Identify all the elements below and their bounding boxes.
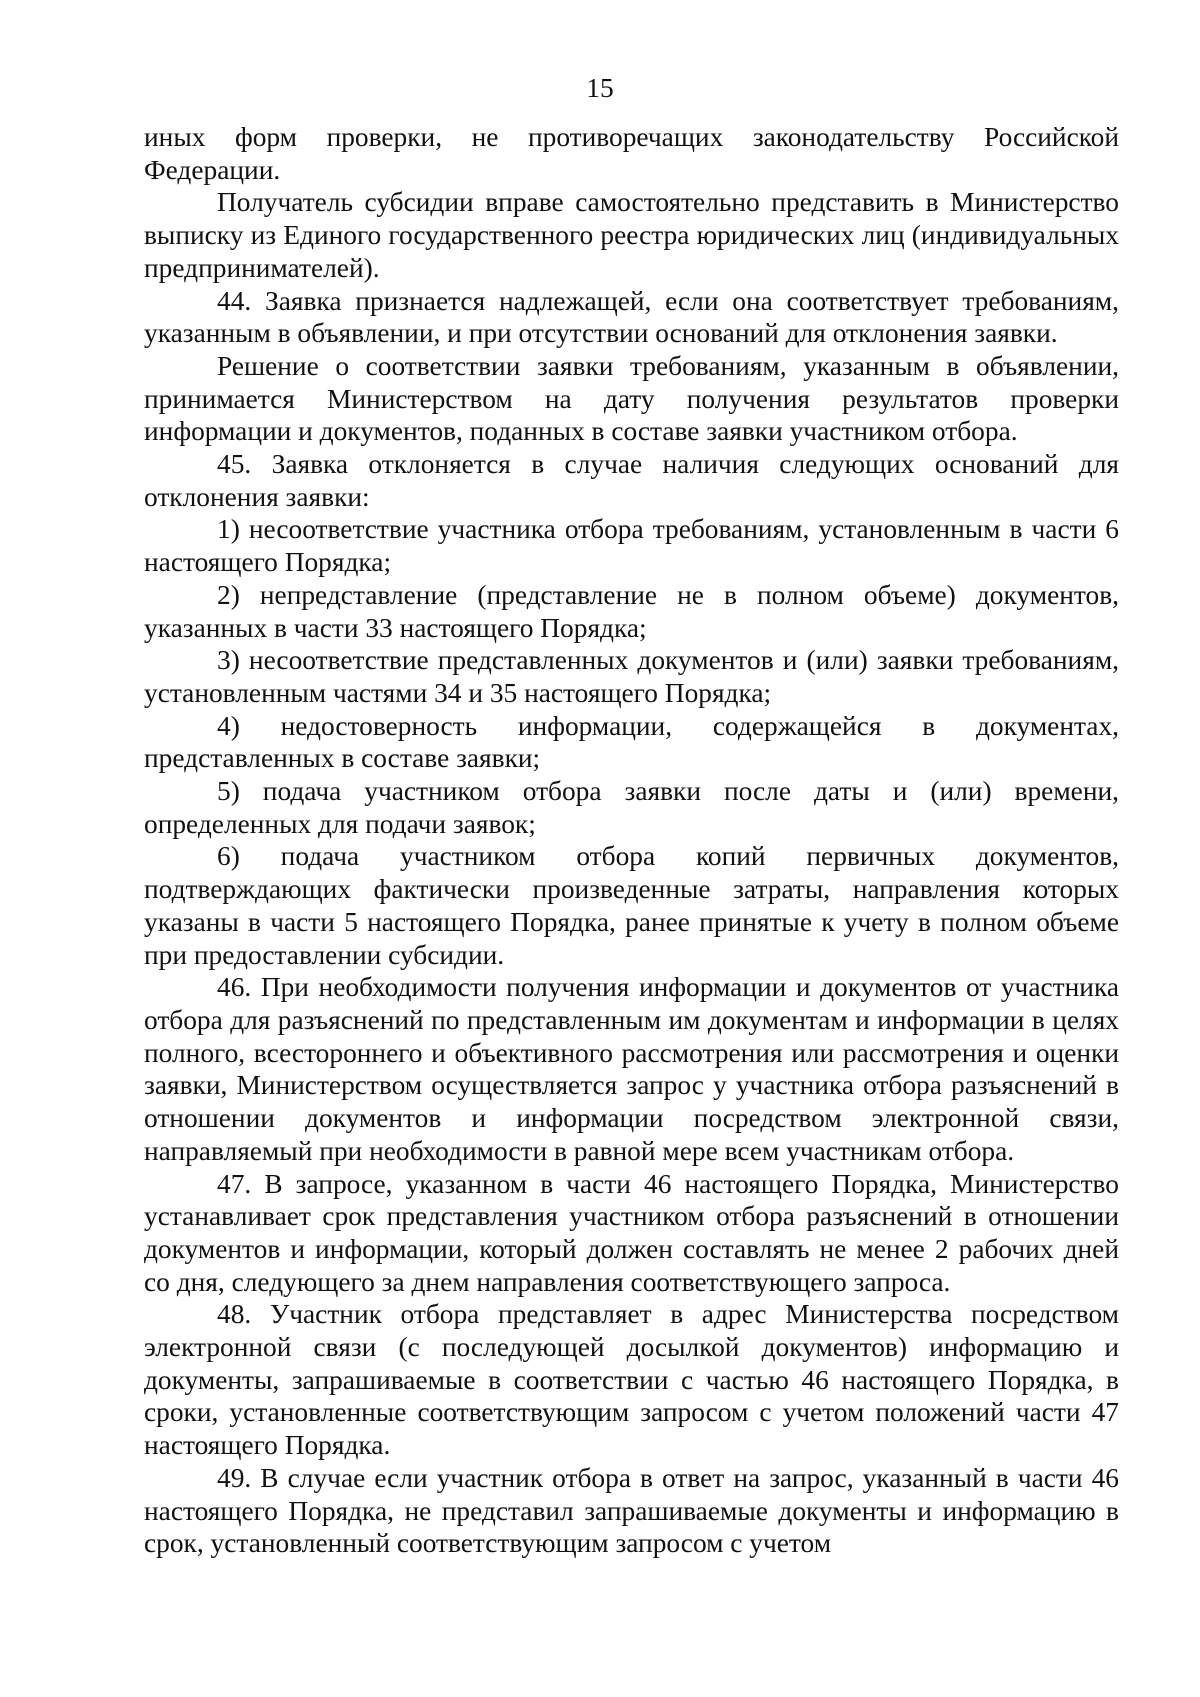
paragraph-extract-right: Получатель субсидии вправе самостоятельно представить в Министерство выписку из Единого государственного реестра юридических лиц (индивидуальных предпринимателей). <box>144 187 1119 283</box>
subitem-45-6: 6) подача участником отбора копий первичных документов, подтверждающих фактически произведенные затраты, направления которых указаны в части 5 настоящего Порядка, ранее принятые к учету в полном объеме при предоставлении субсидии. <box>144 841 1119 970</box>
paragraph-item-47: 47. В запросе, указанном в части 46 настоящего Порядка, Министерство устанавливает срок представления участником отбора разъяснений в отношении документов и информации, который должен составлять не менее 2 рабочих дней со дня, следующего за днем направления соответствующего запроса. <box>144 1168 1119 1297</box>
paragraph-decision: Решение о соответствии заявки требованиям, указанным в объявлении, принимается Министерством на дату получения результатов проверки информации и документов, поданных в составе заявки участником отбора. <box>144 350 1119 447</box>
document-body <box>144 121 1119 1560</box>
subitem-45-3: 3) несоответствие представленных документов и (или) заявки требованиям, установленным частями 34 и 35 настоящего Порядка; <box>144 645 1119 708</box>
subitem-45-4: 4) недостоверность информации, содержащейся в документах, представленных в составе заявки; <box>144 710 1119 774</box>
page-number: 15 <box>586 73 614 103</box>
subitem-45-5: 5) подача участником отбора заявки после даты и (или) времени, определенных для подачи заявок; <box>144 776 1119 839</box>
paragraph-item-46: 46. При необходимости получения информации и документов от участника отбора для разъяснений по представленным им документам и информации в целях полного, всестороннего и объективного рассмотрения или рассмотрения и оценки заявки, Министерством осуществляется запрос у участника отбора разъяснений в отношении документов и информации посредством электронной связи, направляемый при необходимости в равной мере всем участникам отбора. <box>144 972 1119 1166</box>
paragraph-item-45: 45. Заявка отклоняется в случае наличия следующих оснований для отклонения заявки: <box>144 449 1119 512</box>
paragraph-continuation: иных форм проверки, не противоречащих законодательству Российской Федерации. <box>144 122 1119 185</box>
subitem-45-1: 1) несоответствие участника отбора требованиям, установленным в части 6 настоящего Порядка; <box>144 514 1119 578</box>
paragraph-item-49: 49. В случае если участник отбора в ответ на запрос, указанный в части 46 настоящего Порядка, не представил запрашиваемые документы и информацию в срок, установленный соответствующим запросом с учетом <box>144 1462 1119 1559</box>
subitem-45-2: 2) непредставление (представление не в полном объеме) документов, указанных в части 33 настоящего Порядка; <box>144 579 1119 643</box>
paragraph-item-48: 48. Участник отбора представляет в адрес Министерства посредством электронной связи (с последующей досылкой документов) информацию и документы, запрашиваемые в соответствии с частью 46 настоящего Порядка, в сроки, установленные соответствующим запросом с учетом положений части 47 настоящего Порядка. <box>144 1299 1119 1461</box>
paragraph-item-44: 44. Заявка признается надлежащей, если она соответствует требованиям, указанным в объявлении, и при отсутствии оснований для отклонения заявки. <box>144 285 1119 349</box>
